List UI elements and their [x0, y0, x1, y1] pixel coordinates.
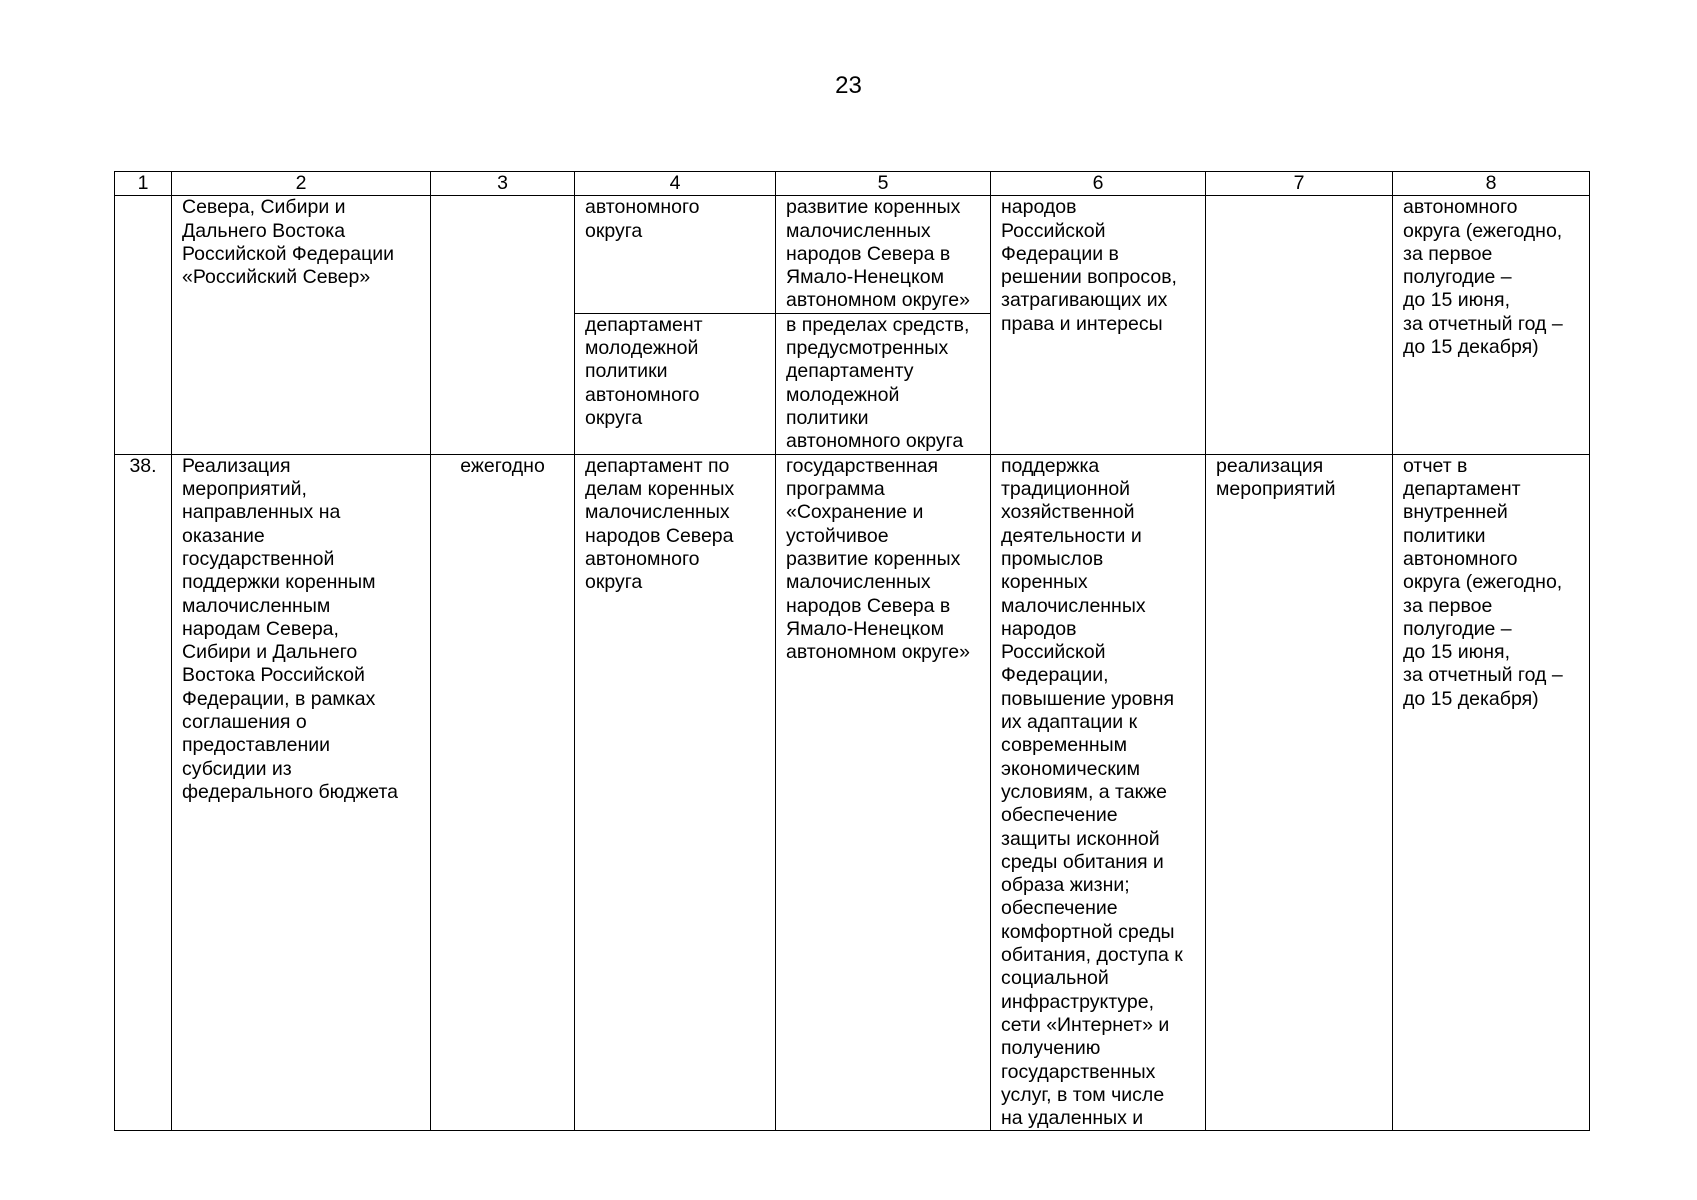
report-form-cell: автономного округа (ежегодно, за первое полугодие – до 15 июня, за отчетный год – до 15 декабря)	[1393, 196, 1590, 454]
executor-cell: департамент по делам коренных малочисленных народов Севера автономного округа	[575, 454, 776, 1131]
funding-source-cell: в пределах средств, предусмотренных департаменту молодежной политики автономного округа	[776, 313, 991, 454]
row-number-cell	[115, 196, 172, 454]
column-number-header: 4	[575, 172, 776, 196]
executor-cell: автономного округа	[575, 196, 776, 313]
row-number-cell: 38.	[115, 454, 172, 1131]
report-form-cell: отчет в департамент внутренней политики автономного округа (ежегодно, за первое полугодие – до 15 июня, за отчетный год – до 15 декабря)	[1393, 454, 1590, 1131]
column-number-header: 3	[431, 172, 575, 196]
indicator-cell: реализация мероприятий	[1206, 454, 1393, 1131]
funding-source-cell: государственная программа «Сохранение и устойчивое развитие коренных малочисленных народов Севера в Ямало-Ненецком автономном округе»	[776, 454, 991, 1131]
indicator-cell	[1206, 196, 1393, 454]
deadline-cell	[431, 196, 575, 454]
deadline-cell: ежегодно	[431, 454, 575, 1131]
measure-name-cell: Реализация мероприятий, направленных на оказание государственной поддержки коренным малочисленным народам Севера, Сибири и Дальнего Востока Российской Федерации, в рамках соглашения о предоставлении субсидии из федерального бюджета	[172, 454, 431, 1131]
column-number-header: 8	[1393, 172, 1590, 196]
header-row	[115, 172, 1590, 196]
expected-result-cell: народов Российской Федерации в решении вопросов, затрагивающих их права и интересы	[991, 196, 1206, 454]
column-number-header: 1	[115, 172, 172, 196]
column-number-header: 7	[1206, 172, 1393, 196]
executor-cell: департамент молодежной политики автономного округа	[575, 313, 776, 454]
plan-table	[114, 171, 1590, 1131]
measure-name-cell: Севера, Сибири и Дальнего Востока Российской Федерации «Российский Север»	[172, 196, 431, 454]
column-number-header: 5	[776, 172, 991, 196]
table-row	[115, 196, 1590, 313]
page-number: 23	[835, 72, 862, 99]
column-number-header: 2	[172, 172, 431, 196]
expected-result-cell: поддержка традиционной хозяйственной деятельности и промыслов коренных малочисленных народов Российской Федерации, повышение уровня их адаптации к современным экономическим условиям, а также обеспечение защиты исконной среды обитания и образа жизни; обеспечение комфортной среды обитания, доступа к социальной инфраструктуре, сети «Интернет» и получению государственных услуг, в том числе на удаленных и	[991, 454, 1206, 1131]
funding-source-cell: развитие коренных малочисленных народов Севера в Ямало-Ненецком автономном округе»	[776, 196, 991, 313]
column-number-header: 6	[991, 172, 1206, 196]
table-row	[115, 454, 1590, 1131]
